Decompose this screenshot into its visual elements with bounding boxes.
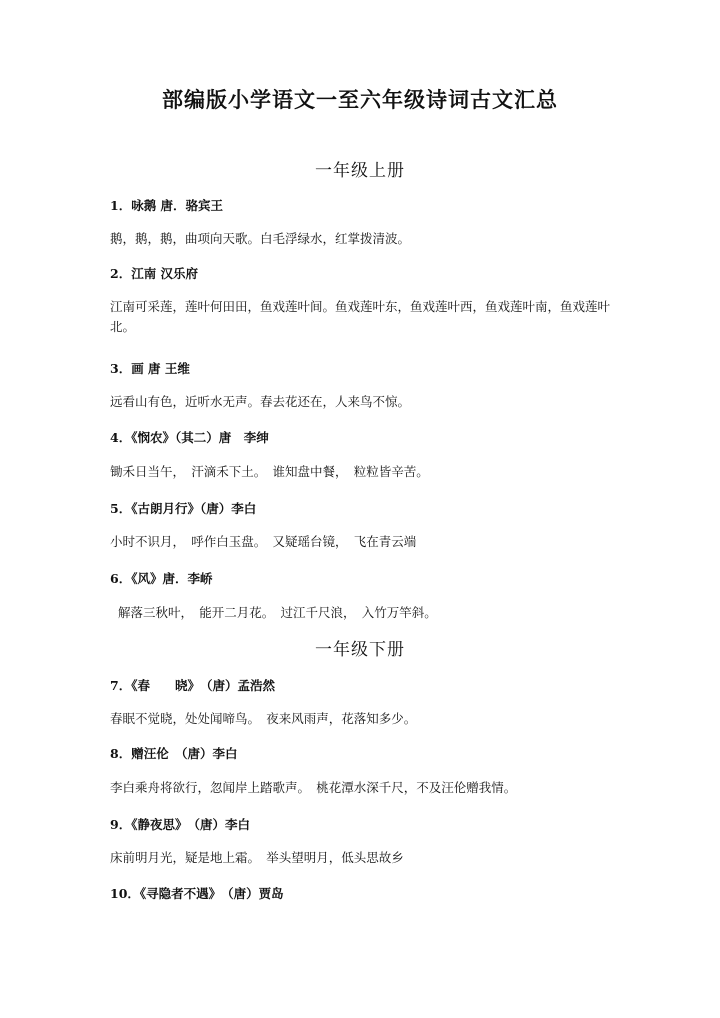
poem-heading: 4．《悯农》（其二）唐 李绅 bbox=[110, 430, 269, 445]
poem-text: 解落三秋叶， 能开二月花。 过江千尺浪， 入竹万竿斜。 bbox=[110, 605, 437, 620]
poem-heading: 6．《风》唐．李峤 bbox=[110, 571, 213, 586]
poem-heading: 3．画 唐 王维 bbox=[110, 361, 190, 376]
poem-text: 远看山有色，近听水无声。春去花还在，人来鸟不惊。 bbox=[110, 394, 411, 409]
poem-text: 江南可采莲，莲叶何田田，鱼戏莲叶间。鱼戏莲叶东，鱼戏莲叶西，鱼戏莲叶南，鱼戏莲叶北。 bbox=[110, 299, 611, 334]
section-title-grade1-first: 一年级上册 bbox=[315, 161, 405, 181]
poem-heading: 10．《寻隐者不遇》 （唐）贾岛 bbox=[110, 886, 284, 901]
poem-text: 春眠不觉晓，处处闻啼鸟。 夜来风雨声，花落知多少。 bbox=[110, 711, 417, 726]
poem-heading: 5．《古朗月行》（唐）李白 bbox=[110, 501, 257, 516]
poem-heading: 8．赠汪伦 （唐）李白 bbox=[110, 746, 238, 761]
poem-heading: 1．咏鹅 唐．骆宾王 bbox=[110, 198, 224, 213]
poem-heading: 9．《静夜思》 （唐）李白 bbox=[110, 817, 250, 832]
poem-text: 李白乘舟将欲行，忽闻岸上踏歌声。 桃花潭水深千尺，不及汪伦赠我情。 bbox=[110, 780, 517, 795]
section-title-grade1-second: 一年级下册 bbox=[315, 640, 405, 660]
poem-text: 锄禾日当午， 汗滴禾下土。 谁知盘中餐， 粒粒皆辛苦。 bbox=[110, 464, 429, 479]
document-title: 部编版小学语文一至六年级诗词古文汇总 bbox=[162, 87, 558, 112]
poem-text: 床前明月光，疑是地上霜。 举头望明月，低头思故乡 bbox=[110, 850, 404, 865]
poem-heading: 2．江南 汉乐府 bbox=[110, 266, 199, 281]
poem-heading: 7．《春 晓》 （唐）孟浩然 bbox=[110, 678, 275, 693]
poem-text: 鹅，鹅，鹅，曲项向天歌。白毛浮绿水，红掌拨清波。 bbox=[110, 231, 411, 246]
poem-text: 小时不识月， 呼作白玉盘。 又疑瑶台镜， 飞在青云端 bbox=[110, 534, 417, 549]
